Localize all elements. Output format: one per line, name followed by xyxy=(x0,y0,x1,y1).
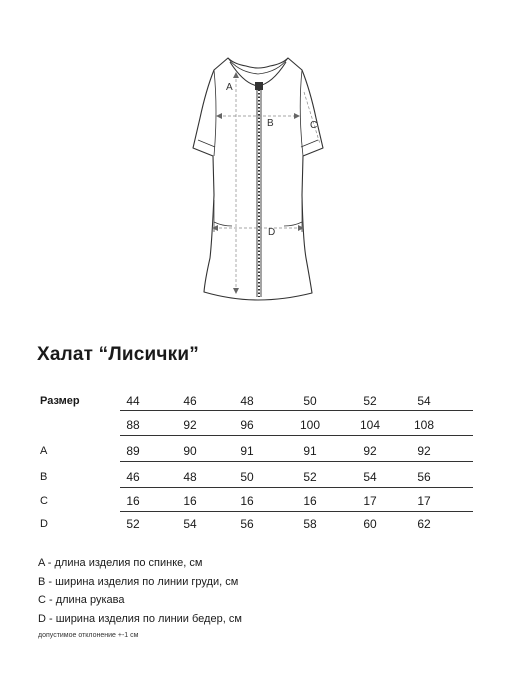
tolerance-note: допустимое отклонение +-1 см xyxy=(38,632,139,639)
size-alt-cell: 88 xyxy=(126,418,140,432)
table-cell: 46 xyxy=(126,470,140,484)
label-b: B xyxy=(267,118,274,129)
row-label: C xyxy=(40,495,48,507)
right-pocket xyxy=(284,222,302,226)
table-cell: 16 xyxy=(126,494,140,508)
legend-item-b: B - ширина изделия по линии груди, см xyxy=(38,575,239,588)
table-cell: 17 xyxy=(363,494,377,508)
table-row-sizes xyxy=(37,390,437,410)
label-a: A xyxy=(226,82,233,93)
size-alt-cell: 92 xyxy=(183,418,197,432)
table-divider xyxy=(120,461,473,462)
table-row xyxy=(37,466,437,486)
table-cell: 62 xyxy=(417,517,431,531)
table-cell: 48 xyxy=(183,470,197,484)
table-cell: 91 xyxy=(303,444,317,458)
table-cell: 50 xyxy=(240,470,254,484)
table-cell: 52 xyxy=(303,470,317,484)
table-cell: 92 xyxy=(363,444,377,458)
table-row xyxy=(37,490,437,510)
size-cell: 48 xyxy=(240,394,254,408)
measurement-legend xyxy=(38,554,242,628)
table-cell: 56 xyxy=(417,470,431,484)
row-label: A xyxy=(40,445,48,457)
size-cell: 52 xyxy=(363,394,377,408)
table-cell: 54 xyxy=(183,517,197,531)
table-cell: 89 xyxy=(126,444,140,458)
table-cell: 16 xyxy=(240,494,254,508)
row-label: B xyxy=(40,471,48,483)
size-cell: 50 xyxy=(303,394,317,408)
size-alt-cell: 108 xyxy=(413,418,435,432)
table-cell: 54 xyxy=(363,470,377,484)
table-divider xyxy=(120,410,473,411)
size-cell: 44 xyxy=(126,394,140,408)
table-row xyxy=(37,440,437,460)
size-alt-cell: 104 xyxy=(359,418,381,432)
legend-item-c: C - длина рукава xyxy=(38,594,125,606)
zipper xyxy=(255,82,263,297)
table-row-sizes-alt xyxy=(37,414,437,434)
table-cell: 52 xyxy=(126,517,140,531)
table-divider xyxy=(120,435,473,436)
legend-item-d: D - ширина изделия по линии бедер, см xyxy=(38,612,242,625)
row-label: D xyxy=(40,518,48,530)
table-cell: 17 xyxy=(417,494,431,508)
size-header-label: Размер xyxy=(40,395,80,407)
product-title: Халат “Лисички” xyxy=(37,344,199,365)
table-divider xyxy=(120,487,473,488)
table-cell: 60 xyxy=(363,517,377,531)
table-cell: 56 xyxy=(240,517,254,531)
table-cell: 91 xyxy=(240,444,254,458)
left-pocket xyxy=(214,222,232,226)
table-row xyxy=(37,513,437,533)
table-cell: 92 xyxy=(417,444,431,458)
robe-technical-drawing xyxy=(0,0,512,330)
legend-item-a: A - длина изделия по спинке, см xyxy=(38,557,203,569)
size-cell: 54 xyxy=(417,394,431,408)
size-alt-cell: 100 xyxy=(299,418,321,432)
table-divider xyxy=(120,511,473,512)
table-cell: 90 xyxy=(183,444,197,458)
table-cell: 16 xyxy=(303,494,317,508)
label-d: D xyxy=(268,227,276,238)
size-cell: 46 xyxy=(183,394,197,408)
label-c: C xyxy=(310,120,318,131)
table-cell: 58 xyxy=(303,517,317,531)
table-cell: 16 xyxy=(183,494,197,508)
size-alt-cell: 96 xyxy=(240,418,254,432)
